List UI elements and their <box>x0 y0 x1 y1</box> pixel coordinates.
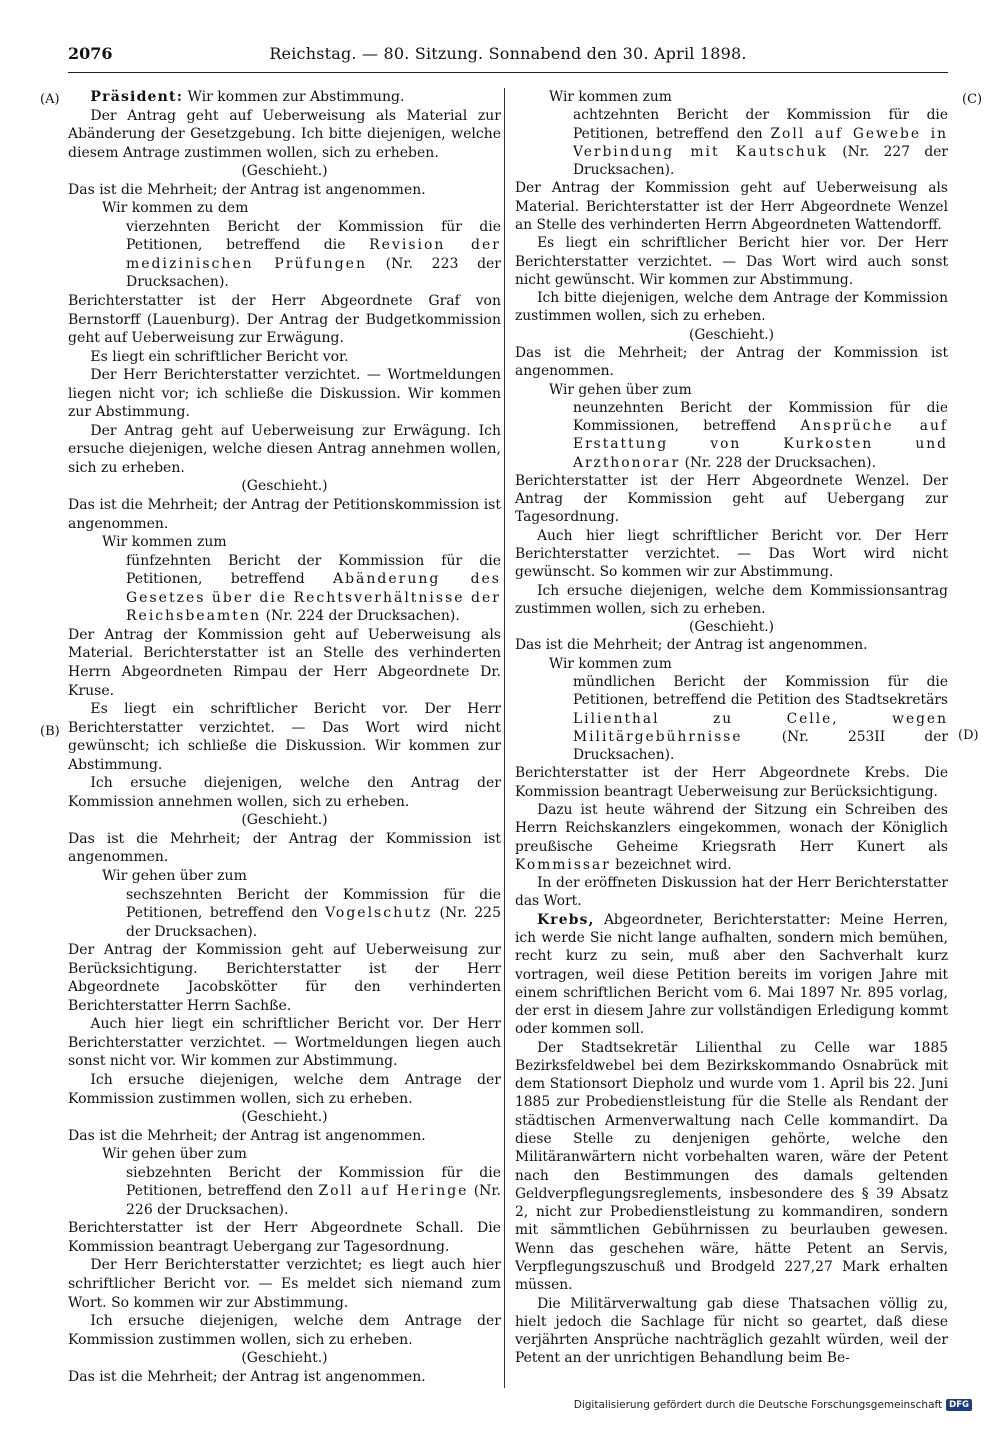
agenda-item <box>515 399 948 472</box>
paragraph: Der Herr Berichterstatter verzichtet. — Wortmeldungen liegen nicht vor; ich schließe die Diskussion. Wir kommen zur Abstimmung. <box>68 367 501 421</box>
agenda-item <box>68 1164 501 1220</box>
margin-marker-d: (D) <box>958 728 979 743</box>
stage-direction: (Geschieht.) <box>241 812 328 829</box>
agenda-text: fünfzehnten Bericht der Kommission für die Petitionen, betreffend <box>126 552 501 588</box>
paragraph: Berichterstatter ist der Herr Abgeordnete Wenzel. Der Antrag der Kommission geht auf Uebergang zur Tagesordnung. <box>515 472 948 526</box>
page-footer <box>574 1399 972 1411</box>
agenda-ref: (Nr. 253II der Drucksachen). <box>573 728 948 764</box>
paragraph: Ich ersuche diejenigen, welche den Antrag der Kommission annehmen wollen, sich zu erheben. <box>68 775 501 810</box>
paragraph: Wir kommen zum <box>549 89 672 105</box>
column-divider <box>504 88 505 1388</box>
agenda-ref: (Nr. 228 der Drucksachen). <box>684 454 876 471</box>
paragraph: Auch hier liegt schriftlicher Bericht vor. Der Herr Berichterstatter verzichtet. — Das Wort wird nicht gewünscht. So kommen wir zur Abstimmung. <box>515 527 948 581</box>
paragraph: Das ist die Mehrheit; der Antrag ist angenommen. <box>68 181 426 198</box>
paragraph: Ich ersuche diejenigen, welche dem Antrage der Kommission zustimmen wollen, sich zu erheben. <box>68 1071 501 1107</box>
paragraph: Das ist die Mehrheit; der Antrag ist angenommen. <box>515 637 868 654</box>
speaker-name: Krebs, <box>537 911 595 928</box>
paragraph <box>515 801 948 874</box>
agenda-subject: Zoll auf Gewebe in Verbindung mit Kautschuk <box>573 125 949 160</box>
left-column <box>68 88 501 1386</box>
paragraph: Ich bitte diejenigen, welche dem Antrage der Kommission zustimmen wollen, sich zu erheben. <box>515 290 948 325</box>
speaker-name: Präsident: <box>90 89 184 105</box>
paragraph: Wir gehen über zum <box>102 867 247 884</box>
paragraph: Der Antrag geht auf Ueberweisung zur Erwägung. Ich ersuche diejenigen, welche diesen Antrag annehmen wollen, sich zu erheben. <box>68 422 501 476</box>
agenda-item <box>515 106 948 179</box>
paragraph: Wir kommen zu dem <box>102 200 249 217</box>
paragraph: Der Antrag der Kommission geht auf Ueberweisung als Material. Berichterstatter ist an Stelle des verhinderten Herrn Abgeordneten Rimpau der Herr Abgeordnete Dr. Kruse. <box>68 626 501 699</box>
agenda-ref: (Nr. 227 der Drucksachen). <box>573 143 948 179</box>
dfg-logo: DFG <box>946 1399 972 1411</box>
paragraph: Wir kommen zum <box>549 655 672 672</box>
agenda-item <box>68 218 501 292</box>
paragraph-text: bezeichnet wird. <box>615 856 732 873</box>
paragraph: Das ist die Mehrheit; der Antrag ist angenommen. <box>68 1127 426 1144</box>
paragraph: Ich ersuche diejenigen, welche dem Antrage der Kommission zustimmen wollen, sich zu erheben. <box>68 1313 501 1348</box>
agenda-subject: Revision der medizinischen Prüfungen <box>126 237 501 272</box>
stage-direction: (Geschieht.) <box>241 163 328 180</box>
paragraph: Berichterstatter ist der Herr Abgeordnete Krebs. Die Kommission beantragt Ueberweisung zur Berücksichtigung. <box>515 765 948 800</box>
paragraph: Ich ersuche diejenigen, welche dem Kommissionsantrag zustimmen wollen, sich zu erheben. <box>515 582 948 617</box>
agenda-text: achtzehnten Bericht der Kommission für die Petitionen, betreffend den <box>573 107 948 142</box>
paragraph: Es liegt ein schriftlicher Bericht vor. <box>90 348 349 365</box>
right-column <box>515 88 948 1368</box>
paragraph-text: Dazu ist heute während der Sitzung ein Schreiben des Herrn Reichskanzlers eingekommen, wonach der Königlich preußische Geheime Kriegsrath Herr Kunert als <box>515 801 948 855</box>
paragraph: Wir gehen über zum <box>549 381 692 398</box>
paragraph: Die Militärverwaltung gab diese Thatsachen völlig zu, hielt jedoch die Sachlage für nicht so geartet, daß diese verjährten Ansprüche nachträglich gezahlt würden, weil der Petent an der unrichtigen Behandlung beim Be- <box>515 1295 948 1367</box>
margin-marker-c: (C) <box>962 92 983 107</box>
paragraph: Es liegt ein schriftlicher Bericht vor. Der Herr Berichterstatter verzichtet. — Das Wort wird nicht gewünscht; ich schließe die Diskussion. Wir kommen zur Abstimmung. <box>68 701 501 773</box>
agenda-text: sechszehnten Bericht der Kommission für die Petitionen, betreffend den <box>126 886 501 922</box>
agenda-ref: (Nr. 223 der Drucksachen). <box>126 255 502 291</box>
paragraph: Das ist die Mehrheit; der Antrag der Kommission ist angenommen. <box>68 830 501 866</box>
stage-direction: (Geschieht.) <box>241 1350 328 1367</box>
paragraph: Das ist die Mehrheit; der Antrag der Petitionskommission ist angenommen. <box>68 497 501 532</box>
paragraph: Wir gehen über zum <box>102 1146 247 1163</box>
margin-marker-a: (A) <box>40 92 60 107</box>
digitization-credit: Digitalisierung gefördert durch die Deutsche Forschungsgemeinschaft <box>573 1399 943 1411</box>
agenda-subject: Zoll auf Heringe <box>318 1183 469 1200</box>
agenda-subject: Abänderung des Gesetzes über die Rechtsverhältnisse der Reichsbeamten <box>126 571 501 625</box>
agenda-ref: (Nr. 225 der Drucksachen). <box>126 905 501 940</box>
paragraph: Der Herr Berichterstatter verzichtet; es liegt auch hier schriftlicher Bericht vor. — Es meldet sich niemand zum Wort. So kommen wir zur Abstimmung. <box>68 1257 501 1311</box>
paragraph <box>515 911 948 1039</box>
page-number: 2076 <box>68 44 113 63</box>
agenda-text: siebzehnten Bericht der Kommission für die Petitionen, betreffend den <box>126 1164 501 1200</box>
paragraph: Der Antrag der Kommission geht auf Ueberweisung als Material. Berichterstatter ist der Herr Abgeordnete Wenzel an Stelle des verhinderten Herrn Abgeordneten Wattendorff. <box>515 180 948 233</box>
stage-direction: (Geschieht.) <box>688 326 775 343</box>
agenda-ref: (Nr. 224 der Drucksachen). <box>265 608 460 625</box>
agenda-ref: (Nr. 226 der Drucksachen). <box>126 1183 502 1218</box>
agenda-text: vierzehnten Bericht der Kommission für die Petitionen, betreffend die <box>126 218 501 254</box>
paragraph-text: Abgeordneter, Berichterstatter: Meine Herren, ich werde Sie nicht lange aufhalten, sondern mich bemühen, recht kurz zu sein, muß aber den Sachverhalt kurz vortragen, weil diese Petition bereits im vorigen Jahre mit einem schriftlichen Bericht vom 6. Mai 1897 Nr. 895 vorlag, der erst in diesem Jahre zur vollständigen Erledigung kommt oder kommen soll. <box>515 911 948 1038</box>
stage-direction: (Geschieht.) <box>241 478 328 495</box>
header-rule <box>68 72 948 73</box>
paragraph: Wir kommen zum <box>102 534 227 551</box>
paragraph: Berichterstatter ist der Herr Abgeordnete Schall. Die Kommission beantragt Uebergang zur Tagesordnung. <box>68 1220 501 1255</box>
paragraph: Es liegt ein schriftlicher Bericht hier vor. Der Herr Berichterstatter verzichtet. — Das Wort wird auch sonst nicht gewünscht. Wir kommen zur Abstimmung. <box>515 235 948 288</box>
paragraph: Das ist die Mehrheit; der Antrag der Kommission ist angenommen. <box>515 344 948 380</box>
paragraph: Der Antrag geht auf Ueberweisung als Material zur Abänderung der Gesetzgebung. Ich bitte diejenigen, welche diesem Antrage zustimmen wollen, sich zu erheben. <box>68 107 501 161</box>
page-header <box>68 44 948 70</box>
agenda-subject: Vogelschutz <box>325 905 433 922</box>
paragraph-text: Wir kommen zur Abstimmung. <box>187 89 405 105</box>
agenda-text: mündlichen Bericht der Kommission für die Petitionen, betreffend die Petition des Stadtsekretärs <box>573 674 948 709</box>
paragraph: In der eröffneten Diskussion hat der Herr Berichterstatter das Wort. <box>515 875 948 910</box>
agenda-item <box>68 552 501 626</box>
running-head: Reichstag. — 80. Sitzung. Sonnabend den 30. April 1898. <box>269 44 747 63</box>
paragraph: Auch hier liegt ein schriftlicher Bericht vor. Der Herr Berichterstatter verzichtet. — Wortmeldungen liegen auch sonst nicht vor. Wir kommen zur Abstimmung. <box>68 1016 501 1070</box>
agenda-item <box>515 673 948 764</box>
paragraph: Der Antrag der Kommission geht auf Ueberweisung zur Berücksichtigung. Berichterstatter ist der Herr Abgeordnete Jacobskötter für den verhinderten Berichterstatter Herrn Sachße. <box>68 942 501 1014</box>
agenda-item <box>68 886 501 942</box>
paragraph: Der Stadtsekretär Lilienthal zu Celle war 1885 Bezirksfeldwebel bei dem Bezirkskommando Osnabrück mit dem Stationsort Diepholz und wurde vom 1. April bis 22. Juni 1885 zur Probedienstleistung für die Stelle als Rendant der städtischen Armenverwaltung nach Celle kommandirt. Da diese Stelle zu denjenigen gehörte, welche den Militäranwärtern nicht vorbehalten waren, wäre der Petent nach den Bestimmungen des damals geltenden Geldverpflegungsreglements, insbesondere des § 39 Absatz 2, nicht zur Probedienstleistung zu kommandiren, sondern mit sämmtlichen Gebührnissen zu beurlauben gewesen. Wenn das geschehen wäre, hätte Petent an Servis, Verpflegungszuschuß und Brodgeld 227,27 Mark erhalten müssen. <box>515 1039 948 1294</box>
paragraph <box>68 88 501 107</box>
margin-marker-b: (B) <box>40 724 60 739</box>
agenda-subject: Ansprüche auf Erstattung von Kurkosten und Arzthonorar <box>573 418 948 471</box>
stage-direction: (Geschieht.) <box>241 1109 328 1126</box>
paragraph: Das ist die Mehrheit; der Antrag ist angenommen. <box>68 1368 426 1385</box>
agenda-text: neunzehnten Bericht der Kommission für die Kommissionen, betreffend <box>573 399 948 435</box>
emphasized-word: Kommissar <box>515 856 611 873</box>
paragraph: Berichterstatter ist der Herr Abgeordnete Graf von Bernstorff (Lauenburg). Der Antrag der Budgetkommission geht auf Ueberweisung zur Erwägung. <box>68 293 501 347</box>
stage-direction: (Geschieht.) <box>688 619 775 636</box>
agenda-subject: Lilienthal zu Celle, wegen Militärgebührnisse <box>573 710 948 745</box>
